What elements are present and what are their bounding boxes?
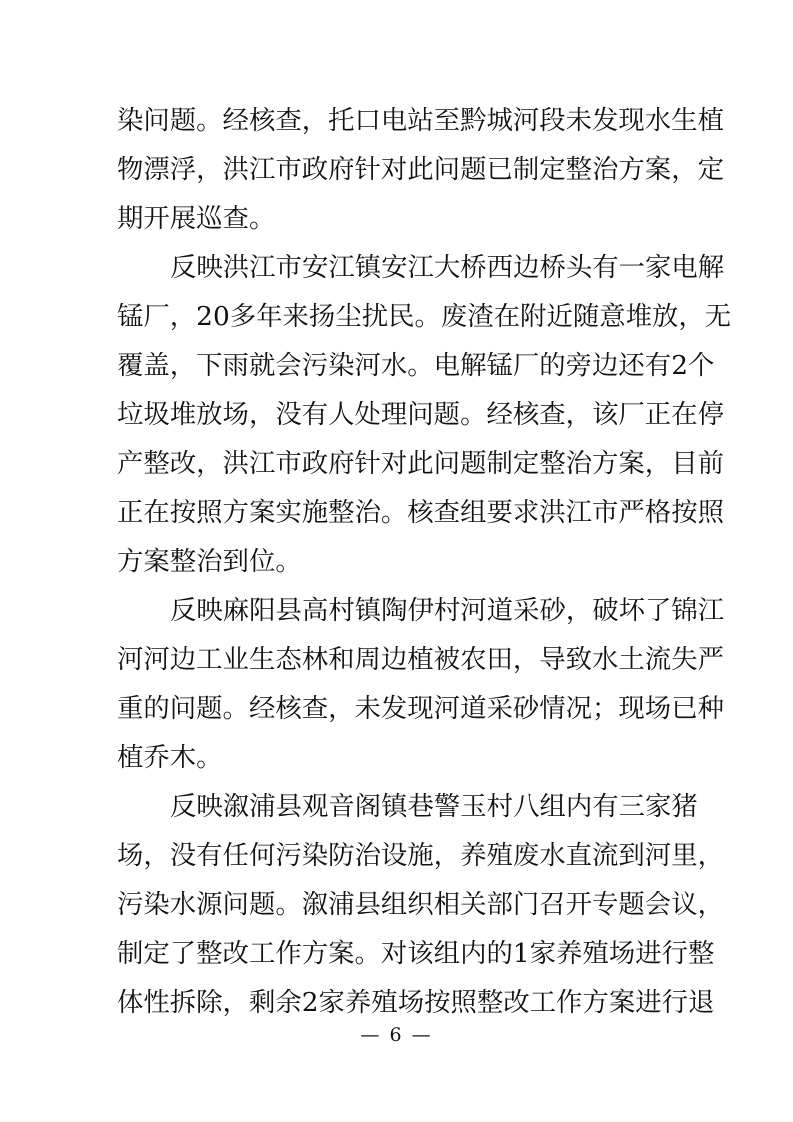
paragraph-2-line-5: 产整改，洪江市政府针对此问题制定整治方案，目前 [117, 448, 724, 479]
document-body [117, 96, 732, 1027]
paragraph-1-line-3: 期开展巡查。 [117, 203, 276, 234]
paragraph-3-line-2: 河河边工业生态林和周边植被农田，导致水土流失严 [117, 644, 724, 675]
paragraph-1-line-1: 染问题。经核查，托口电站至黔城河段未发现水生植 [117, 105, 724, 136]
paragraph-2-line-2: 锰厂，20多年来扬尘扰民。废渣在附近随意堆放，无 [117, 301, 732, 332]
paragraph-3-line-1: 反映麻阳县高村镇陶伊村河道采砂，破坏了锦江 [170, 595, 725, 626]
paragraph-2-line-4: 垃圾堆放场，没有人处理问题。经核查，该厂正在停 [117, 399, 724, 430]
paragraph-4-line-5: 体性拆除，剩余2家养殖场按照整改工作方案进行退 [117, 987, 715, 1018]
paragraph-1-line-2: 物漂浮，洪江市政府针对此问题已制定整治方案，定 [117, 154, 724, 185]
paragraph-2-line-3: 覆盖，下雨就会污染河水。电解锰厂的旁边还有2个 [117, 350, 715, 381]
page-number: — 6 — [360, 1024, 433, 1046]
paragraph-4-line-2: 场，没有任何污染防治设施，养殖废水直流到河里， [117, 840, 724, 871]
paragraph-4-line-1: 反映溆浦县观音阁镇巷警玉村八组内有三家猪 [170, 791, 698, 822]
paragraph-4-line-3: 污染水源问题。溆浦县组织相关部门召开专题会议， [117, 889, 724, 920]
paragraph-3-line-3: 重的问题。经核查，未发现河道采砂情况；现场已种 [117, 693, 724, 724]
paragraph-4-line-4: 制定了整改工作方案。对该组内的1家养殖场进行整 [117, 938, 715, 969]
paragraph-3-line-4: 植乔木。 [117, 742, 223, 773]
paragraph-2-line-6: 正在按照方案实施整治。核查组要求洪江市严格按照 [117, 497, 724, 528]
paragraph-2-line-1: 反映洪江市安江镇安江大桥西边桥头有一家电解 [170, 252, 725, 283]
paragraph-2-line-7: 方案整治到位。 [117, 546, 302, 577]
